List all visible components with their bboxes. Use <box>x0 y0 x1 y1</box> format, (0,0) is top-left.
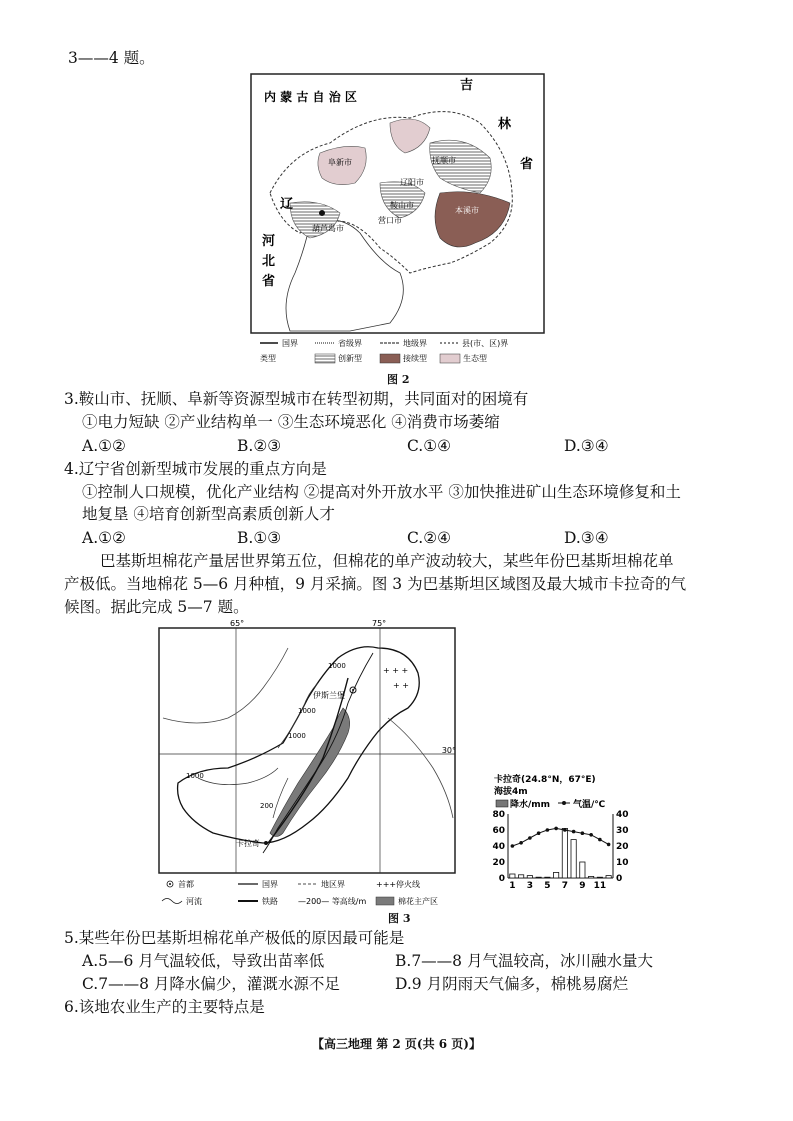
legend-prefecture: 地级界 <box>403 339 427 348</box>
lon-75-label: 75° <box>372 619 387 628</box>
page-footer: 【高三地理 第 2 页(共 6 页)】 <box>312 1037 481 1051</box>
label-liaoyang: 辽阳市 <box>400 178 424 187</box>
label-jilin-1: 吉 <box>460 78 474 93</box>
left-tick-label: 0 <box>498 874 505 884</box>
karachi-dot <box>264 841 268 845</box>
label-hebei-2: 北 <box>262 254 276 269</box>
label-anshan: 鞍山市 <box>390 201 414 210</box>
q4-option-d[interactable]: D.③④ <box>564 529 609 547</box>
contour-label-200: 200 <box>260 802 274 810</box>
passage-line1: 巴基斯坦棉花产量居世界第五位，但棉花的单产波动较大，某些年份巴基斯坦棉花单 <box>100 552 674 570</box>
label-liao: 辽 <box>280 197 294 212</box>
climate-chart <box>478 770 638 900</box>
label-benxi: 本溪市 <box>455 206 479 215</box>
left-tick-label: 80 <box>492 810 505 820</box>
legend-ceasefire-marks: +++ <box>376 880 397 889</box>
contour-label-b: 1000 <box>298 707 316 715</box>
q3-option-d[interactable]: D.③④ <box>564 437 609 455</box>
q5-option-c[interactable]: C.7——8 月降水偏少，灌溉水源不足 <box>82 975 340 993</box>
q6-stem: 6.该地农业生产的主要特点是 <box>64 998 265 1016</box>
precip-bar <box>562 828 567 878</box>
precip-bar <box>519 875 524 878</box>
label-fushun: 抚顺市 <box>432 156 456 165</box>
legend-border-2: 国界 <box>262 880 278 889</box>
legend-capital: 首都 <box>178 880 194 889</box>
contour-label-a: 1000 <box>328 662 346 670</box>
legend-temp: 气温/℃ <box>573 800 606 810</box>
precip-bar <box>554 872 559 878</box>
q5-stem: 5.某些年份巴基斯坦棉花单产极低的原因最可能是 <box>64 929 405 947</box>
contour-label-c: 1000 <box>288 732 306 740</box>
temp-point <box>511 844 515 848</box>
q3-option-c[interactable]: C.①④ <box>407 437 452 455</box>
precip-bar <box>580 862 585 878</box>
temp-point <box>546 828 550 832</box>
chart-subtitle: 海拔4m <box>494 787 528 797</box>
precip-bar <box>545 877 550 878</box>
q3-items: ①电力短缺 ②产业结构单一 ③生态环境恶化 ④消费市场萎缩 <box>82 413 500 431</box>
label-islamabad: 伊斯兰堡 <box>313 691 345 700</box>
label-fuxin: 阜新市 <box>328 158 352 167</box>
label-jilin-2: 林 <box>498 117 512 132</box>
x-tick-label: 3 <box>526 881 534 891</box>
legend-innovative: 创新型 <box>338 354 362 363</box>
q4-option-c[interactable]: C.②④ <box>407 529 452 547</box>
legend-successive: 接续型 <box>403 354 427 363</box>
temp-point <box>563 828 567 832</box>
legend-ecological: 生态型 <box>463 354 487 363</box>
precip-bar <box>589 876 594 878</box>
intro-line: 3——4 题。 <box>68 49 155 67</box>
legend-precip: 降水/mm <box>510 800 551 810</box>
temp-point <box>519 841 523 845</box>
legend-river: 河流 <box>186 897 202 906</box>
legend-region: 地区界 <box>321 880 345 889</box>
right-tick-label: 30 <box>616 826 629 836</box>
map-pakistan-svg <box>158 618 458 908</box>
right-tick-label: 40 <box>616 810 629 820</box>
q5-option-a[interactable]: A.5—6 月气温较低，导致出苗率低 <box>82 952 325 970</box>
q5-option-b[interactable]: B.7——8 月气温较高，冰川融水量大 <box>395 952 653 970</box>
label-hebei-3: 省 <box>262 274 276 289</box>
legend-ceasefire: 停火线 <box>396 880 420 889</box>
label-karachi: 卡拉奇 <box>236 839 260 848</box>
legend-contour: —200— 等高线/m <box>298 897 367 906</box>
precip-bar <box>527 876 532 878</box>
passage-line2: 产极低。当地棉花 5—6 月种植，9 月采摘。图 3 为巴基斯坦区域图及最大城市卡拉奇的气 <box>64 575 687 593</box>
city-dot <box>319 210 325 216</box>
label-yingkou: 营口市 <box>378 216 402 225</box>
temp-point <box>581 831 585 835</box>
q4-items-line1: ①控制人口规模，优化产业结构 ②提高对外开放水平 ③加快推进矿山生态环境修复和土 <box>82 483 681 501</box>
left-tick-label: 60 <box>492 826 505 836</box>
legend-border: 国界 <box>282 339 298 348</box>
label-jilin-3: 省 <box>520 157 534 172</box>
q4-items-line2: 地复垦 ④培育创新型高素质创新人才 <box>82 505 335 523</box>
q4-option-a[interactable]: A.①② <box>82 529 126 547</box>
temp-point <box>598 838 602 842</box>
temp-point <box>589 833 593 837</box>
x-tick-label: 9 <box>579 881 586 891</box>
temp-point <box>537 831 541 835</box>
label-hebei-1: 河 <box>262 234 276 249</box>
map-liaoning <box>250 73 545 369</box>
q3-option-a[interactable]: A.①② <box>82 437 126 455</box>
left-tick-label: 20 <box>492 858 505 868</box>
temp-point <box>528 836 532 840</box>
left-tick-label: 40 <box>492 842 505 852</box>
lat-30-label: 30° <box>441 746 456 755</box>
ceasefire-marks-2: + + <box>393 681 409 690</box>
legend-railway: 铁路 <box>262 897 278 906</box>
x-tick-label: 5 <box>544 881 551 891</box>
climate-chart-svg <box>478 770 638 900</box>
legend-type-label: 类型 <box>260 354 276 363</box>
figure-3-caption: 图 3 <box>388 912 411 925</box>
right-tick-label: 20 <box>616 842 629 852</box>
precip-bar <box>571 840 576 878</box>
x-tick-label: 1 <box>509 881 516 891</box>
x-tick-label: 11 <box>593 881 607 891</box>
precip-bar <box>597 877 602 878</box>
temp-line <box>512 828 608 846</box>
chart-title: 卡拉奇(24.8°N，67°E) <box>494 775 596 785</box>
legend-precip-swatch <box>496 800 508 807</box>
precip-bar <box>606 876 611 878</box>
map-liaoning-svg <box>250 73 545 369</box>
precip-bar <box>510 874 515 878</box>
temp-point <box>607 843 611 847</box>
contour-label-d: 1000 <box>186 772 204 780</box>
legend-county: 县(市、区)界 <box>462 339 509 348</box>
temp-point <box>572 830 576 834</box>
legend-cotton: 棉花主产区 <box>398 897 438 906</box>
q4-stem: 4.辽宁省创新型城市发展的重点方向是 <box>64 460 327 478</box>
map-pakistan <box>158 618 458 908</box>
x-tick-label: 7 <box>561 881 569 891</box>
lon-65-label: 65° <box>230 619 245 628</box>
figure-2-caption: 图 2 <box>387 373 410 386</box>
legend-province: 省级界 <box>338 339 362 348</box>
right-tick-label: 0 <box>616 874 623 884</box>
q3-stem: 3.鞍山市、抚顺、阜新等资源型城市在转型初期，共同面对的困境有 <box>64 390 529 408</box>
label-huludao: 葫芦岛市 <box>312 224 344 233</box>
q5-option-d[interactable]: D.9 月阴雨天气偏多，棉桃易腐烂 <box>395 975 629 993</box>
right-tick-label: 10 <box>616 858 629 868</box>
passage-line3: 候图。据此完成 5—7 题。 <box>64 598 249 616</box>
ceasefire-marks: + + + <box>383 666 409 675</box>
q3-option-b[interactable]: B.②③ <box>237 437 282 455</box>
q4-option-b[interactable]: B.①③ <box>237 529 282 547</box>
temp-point <box>554 827 558 831</box>
precip-bar <box>536 877 541 878</box>
label-inner-mongolia: 内 蒙 古 自 治 区 <box>264 90 357 104</box>
